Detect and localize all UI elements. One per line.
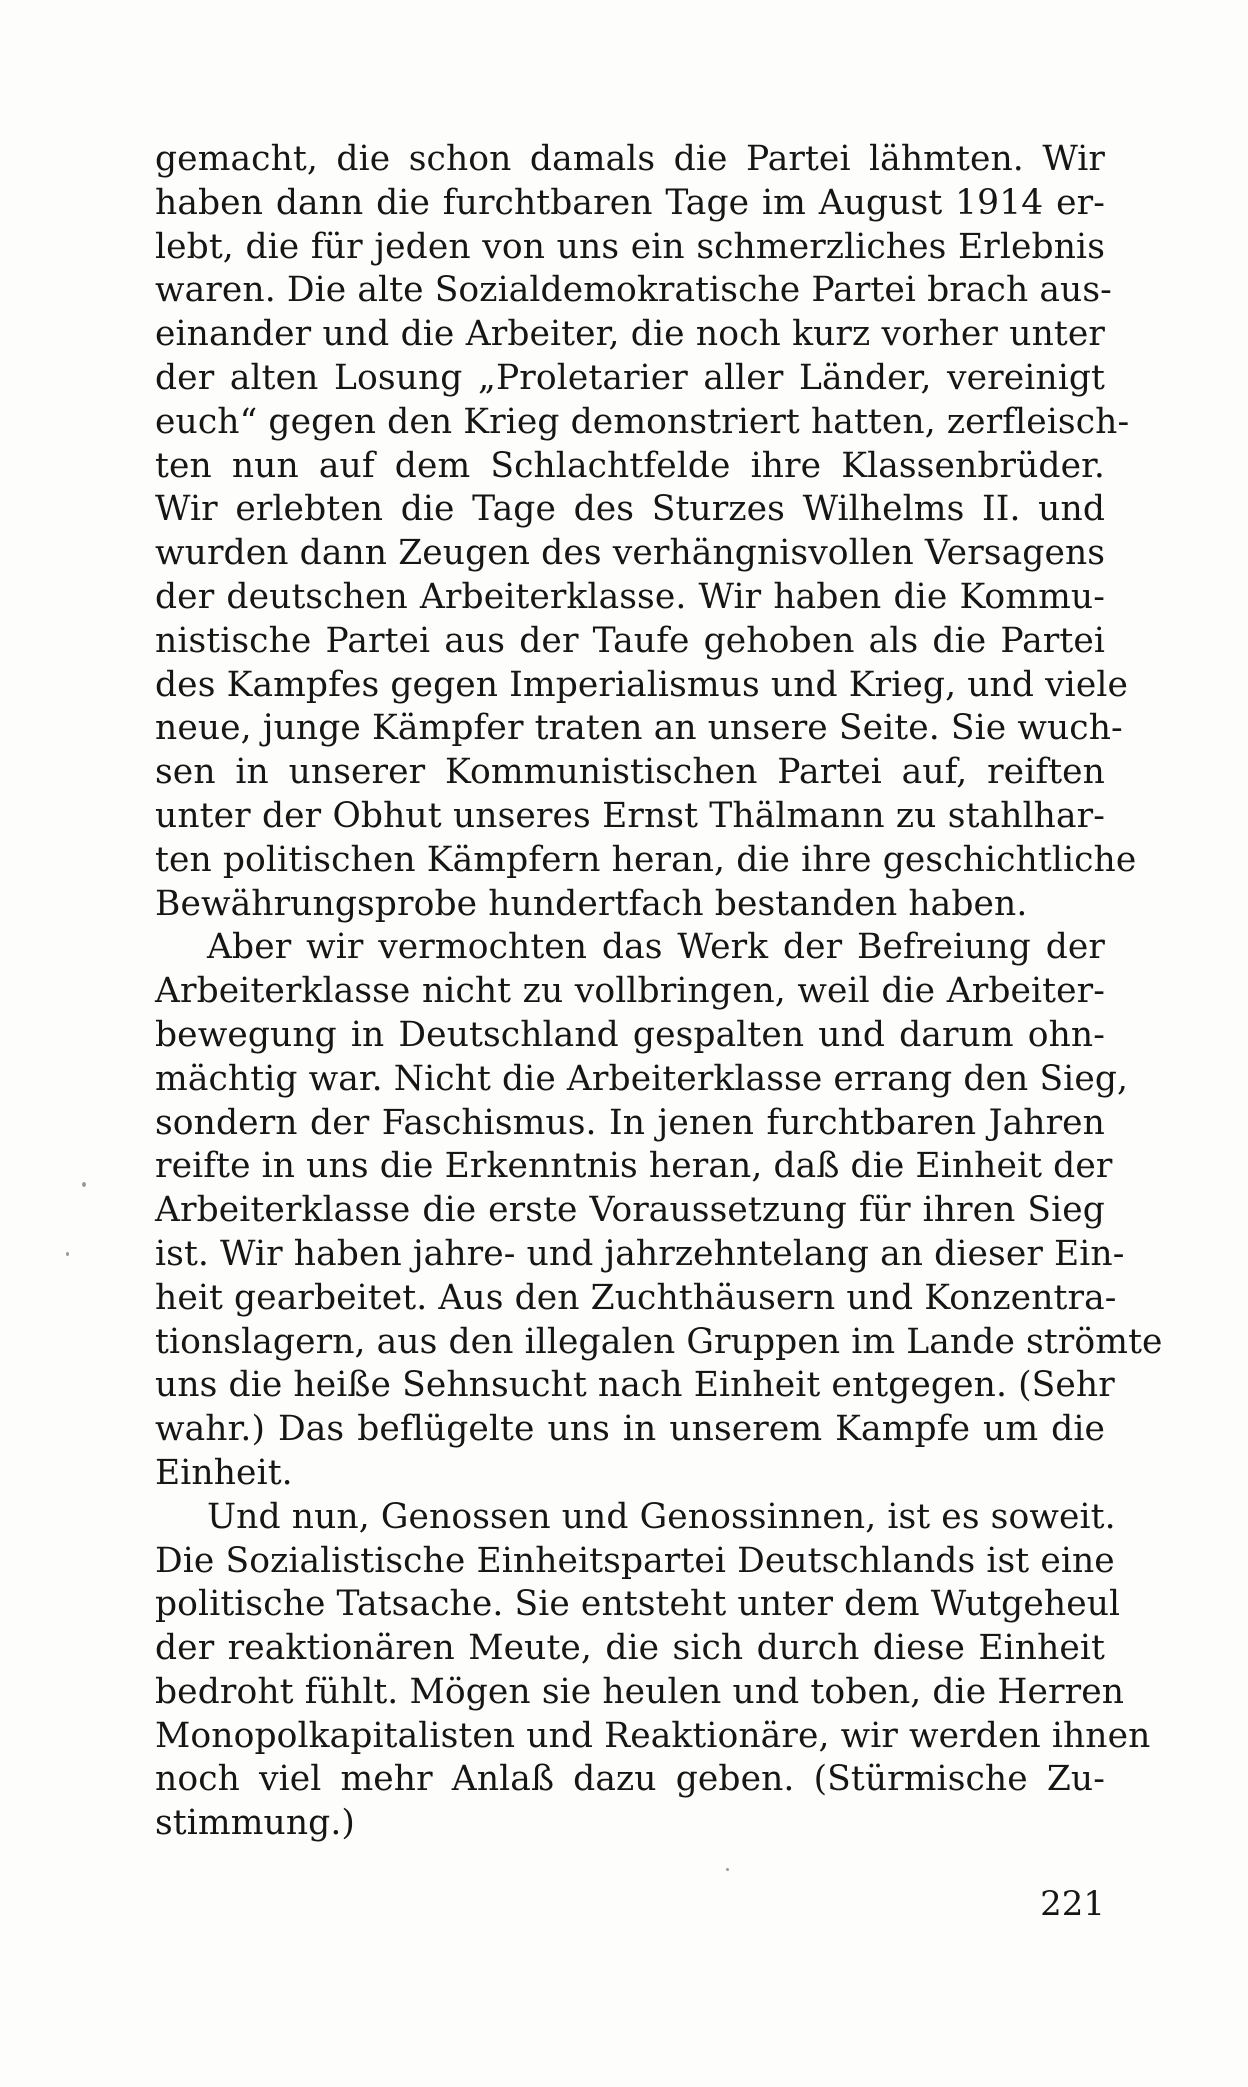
text-line: der alten Losung „Proletarier aller Länder, vereinigt: [155, 357, 1105, 398]
text-line: neue, junge Kämpfer traten an unsere Seite. Sie wuch-: [155, 708, 1123, 749]
text-line: unter der Obhut unseres Ernst Thälmann zu stahlhar-: [155, 795, 1105, 836]
text-line: wahr.) Das beflügelte uns in unserem Kampfe um die: [155, 1409, 1105, 1450]
text-line: uns die heiße Sehnsucht nach Einheit entgegen. (Sehr: [155, 1365, 1115, 1406]
text-line: politische Tatsache. Sie entsteht unter dem Wutgeheul: [155, 1584, 1121, 1625]
text-line: Einheit.: [155, 1452, 293, 1493]
text-line: euch“ gegen den Krieg demonstriert hatten, zerfleisch-: [155, 401, 1130, 442]
text-line: wurden dann Zeugen des verhängnisvollen Versagens: [155, 533, 1106, 574]
print-speck: [82, 1182, 86, 1187]
text-line: Arbeiterklasse die erste Voraussetzung für ihren Sieg: [155, 1190, 1105, 1231]
text-line: waren. Die alte Sozialdemokratische Partei brach aus-: [155, 270, 1112, 311]
text-line: Arbeiterklasse nicht zu vollbringen, weil die Arbeiter-: [155, 971, 1105, 1012]
text-line: des Kampfes gegen Imperialismus und Krieg, und viele: [155, 664, 1128, 705]
print-speck: [66, 1252, 69, 1256]
text-line: Und nun, Genossen und Genossinnen, ist es soweit.: [207, 1496, 1116, 1537]
paragraph: [155, 138, 1137, 926]
text-line: ist. Wir haben jahre- und jahrzehntelang an dieser Ein-: [155, 1233, 1125, 1274]
page-number: 221: [1040, 1884, 1105, 1924]
text-line: sondern der Faschismus. In jenen furchtbaren Jahren: [155, 1102, 1105, 1143]
text-line: der reaktionären Meute, die sich durch diese Einheit: [155, 1628, 1105, 1669]
text-line: noch viel mehr Anlaß dazu geben. (Stürmische Zu-: [155, 1759, 1105, 1800]
text-line: bedroht fühlt. Mögen sie heulen und toben, die Herren: [155, 1671, 1125, 1712]
text-line: einander und die Arbeiter, die noch kurz vorher unter: [155, 314, 1105, 355]
text-line: gemacht, die schon damals die Partei lähmten. Wir: [155, 139, 1105, 179]
text-line: haben dann die furchtbaren Tage im August 1914 er-: [155, 182, 1105, 223]
paragraph: [155, 926, 1163, 1495]
text-line: Wir erlebten die Tage des Sturzes Wilhelms II. und: [155, 489, 1105, 530]
body-text: [155, 138, 1163, 1846]
text-line: bewegung in Deutschland gespalten und darum ohn-: [155, 1014, 1105, 1055]
text-line: mächtig war. Nicht die Arbeiterklasse errang den Sieg,: [155, 1058, 1129, 1099]
print-speck: [726, 1868, 729, 1871]
text-line: ten politischen Kämpfern heran, die ihre geschichtliche: [155, 839, 1137, 880]
text-line: der deutschen Arbeiterklasse. Wir haben die Kommu-: [155, 576, 1105, 617]
text-line: tionslagern, aus den illegalen Gruppen im Lande strömte: [155, 1321, 1163, 1362]
text-line: reifte in uns die Erkenntnis heran, daß die Einheit der: [155, 1146, 1113, 1187]
text-line: Monopolkapitalisten und Reaktionäre, wir werden ihnen: [155, 1715, 1151, 1756]
text-line: stimmung.): [155, 1803, 355, 1844]
text-line: nistische Partei aus der Taufe gehoben als die Partei: [155, 620, 1105, 661]
text-line: heit gearbeitet. Aus den Zuchthäusern und Konzentra-: [155, 1277, 1117, 1318]
text-line: lebt, die für jeden von uns ein schmerzliches Erlebnis: [155, 226, 1105, 267]
text-line: ten nun auf dem Schlachtfelde ihre Klassenbrüder.: [155, 445, 1105, 486]
text-line: Bewährungsprobe hundertfach bestanden haben.: [155, 883, 1028, 924]
text-line: Aber wir vermochten das Werk der Befreiung der: [207, 927, 1105, 968]
text-line: sen in unserer Kommunistischen Partei auf, reiften: [155, 752, 1105, 793]
paragraph: [155, 1496, 1151, 1846]
text-line: Die Sozialistische Einheitspartei Deutschlands ist eine: [155, 1540, 1115, 1581]
